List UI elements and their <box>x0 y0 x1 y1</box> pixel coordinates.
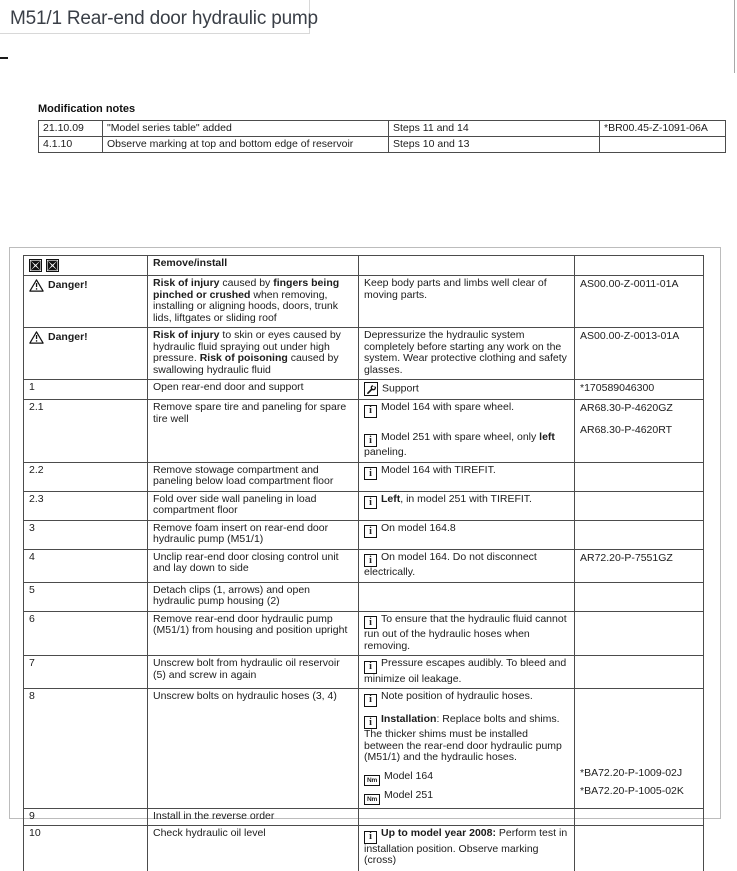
torque-note: Nm Model 164 <box>364 771 569 786</box>
note-cell <box>358 400 574 462</box>
empty-cell <box>574 826 700 871</box>
step-number: 2.3 <box>29 492 44 505</box>
procedure-row <box>24 655 703 688</box>
danger-label: Danger! <box>24 276 147 327</box>
empty-cell <box>574 809 700 826</box>
info-icon: i <box>364 434 377 447</box>
step-number: 9 <box>29 809 35 822</box>
table-row <box>39 121 726 137</box>
task-text: Unclip rear-end door closing control unit and lay down to side <box>147 550 358 582</box>
info-note: i Left, in model 251 with TIREFIT. <box>364 494 569 510</box>
document-ref: AS00.00-Z-0013-01A <box>574 328 700 379</box>
note-cell <box>358 689 574 808</box>
task-text: Open rear-end door and support <box>147 380 358 399</box>
document-ref: *BA72.20-P-1005-02K <box>580 785 684 797</box>
procedure-row <box>24 462 703 491</box>
safety-measure-text: Keep body parts and limbs well clear of moving parts. <box>358 276 574 327</box>
empty-cell <box>358 256 574 275</box>
step-number: 2.1 <box>29 401 44 413</box>
step-number: 6 <box>29 612 35 625</box>
note-cell <box>358 826 574 871</box>
info-note: i On model 164. Do not disconnect electrically. <box>364 550 537 578</box>
note-cell <box>358 463 574 491</box>
procedure-row <box>24 808 703 826</box>
task-text: Install in the reverse order <box>147 809 358 826</box>
ref-cell <box>574 400 700 462</box>
torque-icon: Nm <box>364 794 380 805</box>
fit-screen-icon[interactable] <box>29 259 42 272</box>
step-number: 4 <box>29 550 35 563</box>
mod-document-ref: *BR00.45-Z-1091-06A <box>600 121 726 137</box>
empty-cell <box>574 492 700 520</box>
empty-cell <box>574 583 700 611</box>
info-note: i Up to model year 2008: Perform test in installation position. Observe marking (cross) <box>364 827 568 866</box>
info-icon: i <box>364 525 377 538</box>
header-icons-cell <box>24 256 147 275</box>
empty-cell <box>574 521 700 549</box>
mod-date: 21.10.09 <box>39 121 103 137</box>
task-text: Remove foam insert on rear-end door hydraulic pump (M51/1) <box>147 521 358 549</box>
step-number: 5 <box>29 583 35 596</box>
procedure-row <box>24 399 703 462</box>
modification-notes-heading: Modification notes <box>38 103 136 115</box>
warning-icon <box>29 279 44 292</box>
info-icon: i <box>364 405 377 418</box>
mod-document-ref <box>600 137 726 153</box>
procedure-row <box>24 379 703 399</box>
empty-cell <box>574 463 700 491</box>
info-note: i Installation: Replace bolts and shims. The thicker shims must be installed between the rear-end door hydraulic pump (M51/1) and the hydraulic hoses. <box>364 712 562 763</box>
info-note: i Pressure escapes audibly. To bleed and minimize oil leakage. <box>364 657 567 685</box>
tool-note: Support <box>364 382 569 396</box>
note-cell <box>358 656 574 688</box>
info-icon: i <box>364 554 377 567</box>
info-icon: i <box>364 467 377 480</box>
ref-cell <box>574 689 700 808</box>
task-text: Remove spare tire and paneling for spare tire well <box>147 400 358 462</box>
mod-description: Observe marking at top and bottom edge of reservoir <box>103 137 389 153</box>
mod-date: 4.1.10 <box>39 137 103 153</box>
procedure-table <box>23 255 704 871</box>
column-header: Remove/install <box>147 256 358 275</box>
empty-cell <box>574 256 700 275</box>
note-cell <box>358 380 574 399</box>
modification-notes-section <box>38 103 725 153</box>
safety-measure-text: Depressurize the hydraulic system completely before starting any work on the system. Wear protective clothing and safety glasses. <box>358 328 574 379</box>
empty-cell <box>574 656 700 688</box>
empty-cell <box>574 612 700 656</box>
note-cell <box>358 521 574 549</box>
info-note: i On model 164.8 <box>364 523 569 539</box>
procedure-row <box>24 825 703 871</box>
note-cell <box>358 492 574 520</box>
empty-cell <box>358 583 574 611</box>
page-title: M51/1 Rear-end door hydraulic pump <box>10 8 318 29</box>
step-number: 3 <box>29 521 35 534</box>
window-edge-line <box>734 0 735 73</box>
table-row <box>39 137 726 153</box>
procedure-row <box>24 688 703 808</box>
info-note: i To ensure that the hydraulic fluid cannot run out of the hydraulic hoses when removing. <box>364 612 567 652</box>
info-icon: i <box>364 661 377 674</box>
info-note: i Model 164 with TIREFIT. <box>364 465 569 481</box>
document-ref: AR68.30-P-4620RT <box>580 424 673 436</box>
note-cell <box>358 550 574 582</box>
step-number: 7 <box>29 657 35 669</box>
document-ref: *BA72.20-P-1009-02J <box>580 767 683 779</box>
mod-steps: Steps 10 and 13 <box>389 137 600 153</box>
note-cell <box>358 612 574 656</box>
page-edge-mark <box>0 57 8 59</box>
task-text: Unscrew bolt from hydraulic oil reservoir (5) and screw in again <box>147 656 358 688</box>
step-number: 10 <box>29 827 41 839</box>
info-note: i Model 164 with spare wheel. <box>364 402 569 418</box>
risk-text: Risk of injury to skin or eyes caused by hydraulic fluid spraying out under high pressure. Risk of poisoning caused by swallowing hydraulic fluid <box>147 328 358 379</box>
table-header-row <box>24 256 703 275</box>
procedure-row <box>24 491 703 520</box>
step-number: 8 <box>29 690 35 702</box>
info-icon: i <box>364 496 377 509</box>
procedure-row <box>24 549 703 582</box>
fit-screen-icon[interactable] <box>46 259 59 272</box>
step-number: 2.2 <box>29 463 44 476</box>
step-number: 1 <box>29 381 35 393</box>
task-text: Remove rear-end door hydraulic pump (M51/1) from housing and position upright <box>147 612 358 656</box>
task-text: Fold over side wall paneling in load compartment floor <box>147 492 358 520</box>
empty-cell <box>358 809 574 826</box>
warning-icon <box>29 331 44 344</box>
mod-steps: Steps 11 and 14 <box>389 121 600 137</box>
task-text: Unscrew bolts on hydraulic hoses (3, 4) <box>147 689 358 808</box>
info-icon: i <box>364 831 377 844</box>
modification-notes-table <box>38 120 726 153</box>
torque-note: Nm Model 251 <box>364 790 569 805</box>
risk-text: Risk of injury caused by fingers being pinched or crushed when removing, installing or aligning hoods, doors, trunk lids, liftgates or sliding roof <box>147 276 358 327</box>
mod-description: "Model series table" added <box>103 121 389 137</box>
procedure-row <box>24 582 703 611</box>
procedure-row <box>24 611 703 656</box>
document-ref: AR68.30-P-4620GZ <box>580 402 673 414</box>
danger-label: Danger! <box>24 328 147 379</box>
task-text: Check hydraulic oil level <box>147 826 358 871</box>
danger-row <box>24 275 703 327</box>
document-ref: *170589046300 <box>574 380 700 399</box>
info-note: i Note position of hydraulic hoses. <box>364 691 569 707</box>
document-ref: AS00.00-Z-0011-01A <box>574 276 700 327</box>
info-icon: i <box>364 616 377 629</box>
tool-icon <box>364 382 378 396</box>
info-note: i Model 251 with spare wheel, only left paneling. <box>364 430 555 458</box>
title-tab <box>0 0 318 34</box>
document-ref: AR72.20-P-7551GZ <box>574 550 700 582</box>
task-text: Remove stowage compartment and paneling below load compartment floor <box>147 463 358 491</box>
info-icon: i <box>364 694 377 707</box>
danger-row <box>24 327 703 379</box>
task-text: Detach clips (1, arrows) and open hydraulic pump housing (2) <box>147 583 358 611</box>
procedure-row <box>24 520 703 549</box>
procedure-panel <box>9 247 721 866</box>
info-icon: i <box>364 716 377 729</box>
torque-icon: Nm <box>364 775 380 786</box>
